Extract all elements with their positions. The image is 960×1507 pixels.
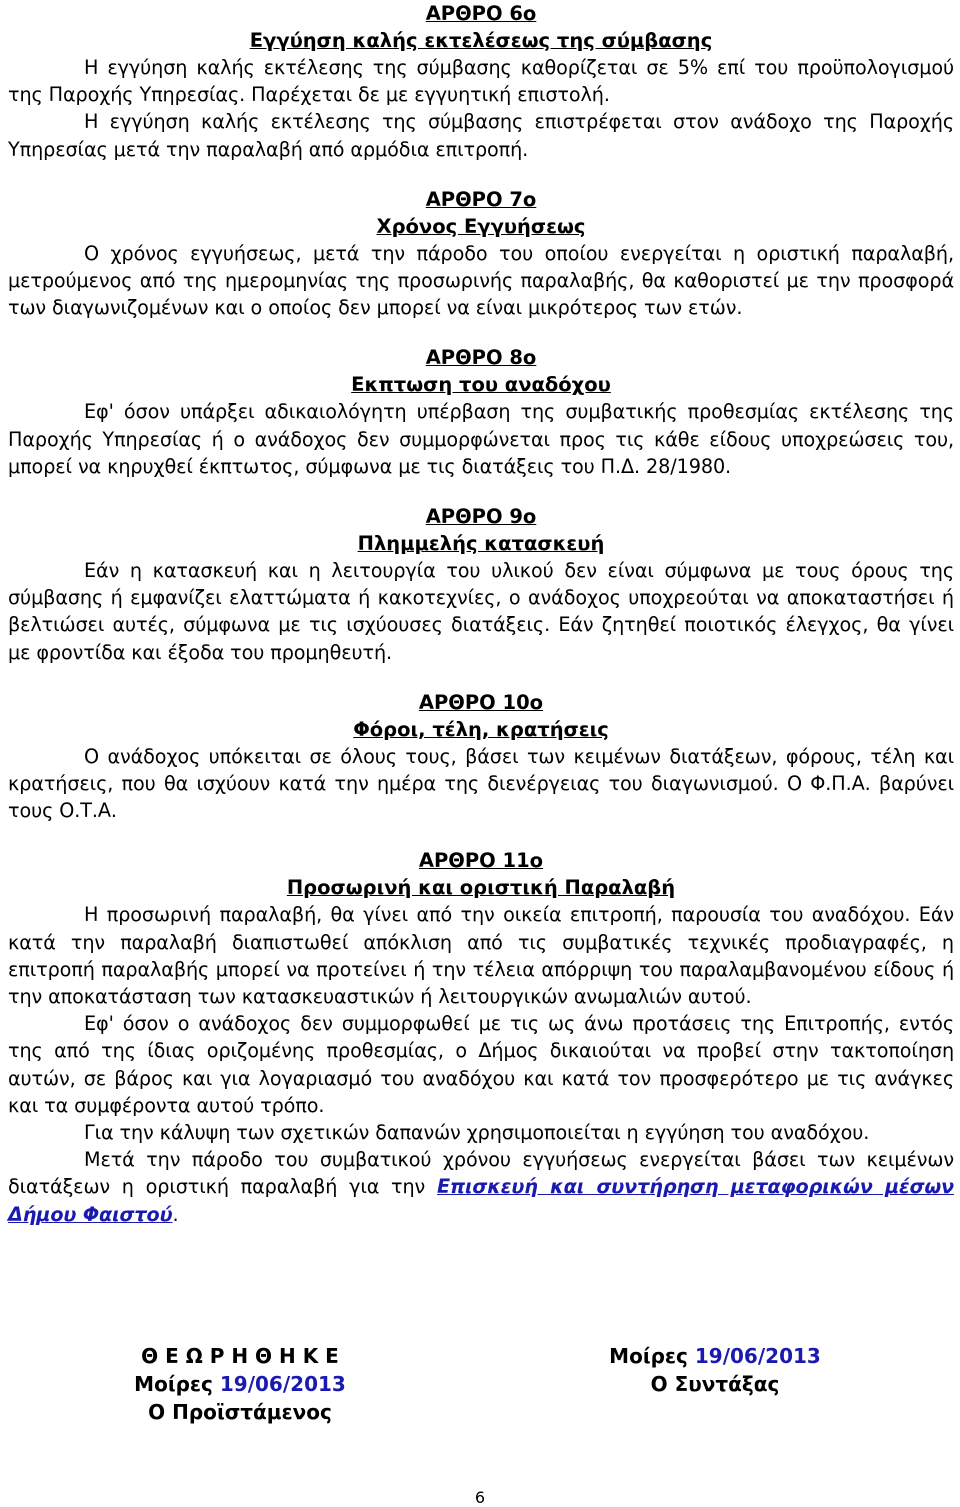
approval-label: Θ Ε Ω Ρ Η Θ Η Κ Ε xyxy=(141,1344,339,1368)
place-date xyxy=(110,1370,370,1398)
signature-right xyxy=(585,1342,845,1398)
place: Μοίρες xyxy=(134,1372,220,1396)
article-11 xyxy=(8,847,954,1227)
article-number: ΑΡΘΡΟ 11ο xyxy=(418,849,544,873)
article-paragraph: Η εγγύηση καλής εκτέλεσης της σύμβασης καθορίζεται σε 5% επί του προϋπολογισμού της Παροχής Υπηρεσίας. Παρέχεται δε με εγγυητική επιστολή. xyxy=(8,56,954,107)
document-page xyxy=(8,0,954,1228)
article-paragraph-final xyxy=(8,1146,954,1228)
article-title: Χρόνος Εγγυήσεως xyxy=(376,214,586,238)
signatory-role: Ο Προϊστάμενος xyxy=(148,1400,332,1424)
article-title: Εκπτωση του αναδόχου xyxy=(351,373,611,397)
article-paragraph: Εφ' όσον ο ανάδοχος δεν συμμορφωθεί με τις ως άνω προτάσεις της Επιτροπής, εντός της από της ίδιας οριζομένης προθεσμίας, ο Δήμος δικαιούται να προβεί στην τακτοποίηση αυτών, σε βάρος και για λογαριασμό του αναδόχου και κατά τον προσφερότερο με τις ανάγκες και τα συμφέροντα αυτού τρόπο. xyxy=(8,1012,954,1117)
final-paragraph-end: . xyxy=(172,1202,179,1226)
signatory-role: Ο Συντάξας xyxy=(650,1372,780,1396)
place-date xyxy=(585,1342,845,1370)
article-title: Εγγύηση καλής εκτελέσεως της σύμβασης xyxy=(249,29,713,52)
date: 19/06/2013 xyxy=(694,1344,821,1368)
article-title: Προσωρινή και οριστική Παραλαβή xyxy=(286,876,676,900)
article-paragraph: Εάν η κατασκευή και η λειτουργία του υλικού δεν είναι σύμφωνα με τους όρους της σύμβασης ή εμφανίζει ελαττώματα ή κακοτεχνίες, ο ανάδοχος υποχρεούται να αποκαταστήσει ή βελτιώσει αυτές, σύμφωνα με τις ισχύουσες διατάξεις. Εάν ζητηθεί ποιοτικός έλεγχος, θα γίνει με φροντίδα και έξοδα του προμηθευτή. xyxy=(8,559,954,664)
article-paragraph: Εφ' όσον υπάρξει αδικαιολόγητη υπέρβαση της συμβατικής προθεσμίας εκτέλεσης της Παροχής Υπηρεσίας ή ο ανάδοχος δεν συμμορφώνεται προς τις κάθε είδους υποχρεώσεις του, μπορεί να κηρυχθεί έκπτωτος, σύμφωνα με τις διατάξεις του Π.Δ. 28/1980. xyxy=(8,400,954,478)
article-paragraph: Για την κάλυψη των σχετικών δαπανών χρησιμοποιείται η εγγύηση του αναδόχου. xyxy=(84,1121,870,1145)
article-9 xyxy=(8,503,954,666)
article-paragraph: Η προσωρινή παραλαβή, θα γίνει από την οικεία επιτροπή, παρουσία του αναδόχου. Εάν κατά την παραλαβή διαπιστωθεί απόκλιση από τις συμβατικές τεχνικές προδιαγραφές, η επιτροπή παραλαβής μπορεί να προτείνει ή την τέλεια απόρριψη του παραλαμβανομένου είδους ή την αποκατάσταση των κατασκευαστικών ή λειτουργικών ανωμαλιών αυτού. xyxy=(8,903,954,1009)
article-number: ΑΡΘΡΟ 6ο xyxy=(425,2,537,25)
article-10 xyxy=(8,689,954,825)
signature-left xyxy=(110,1342,370,1426)
article-title: Φόροι, τέλη, κρατήσεις xyxy=(353,717,609,741)
article-number: ΑΡΘΡΟ 8ο xyxy=(425,346,537,370)
service-title-emphasis: Επισκευή και συντήρηση μεταφορικών μέσων Δήμου Φαιστού xyxy=(8,1175,955,1226)
article-paragraph: Η εγγύηση καλής εκτέλεσης της σύμβασης επιστρέφεται στον ανάδοχο της Παροχής Υπηρεσίας μετά την παραλαβή από αρμόδια επιτροπή. xyxy=(8,110,954,161)
article-number: ΑΡΘΡΟ 10ο xyxy=(418,690,544,714)
article-paragraph: Ο ανάδοχος υπόκειται σε όλους τους, βάσει των κειμένων διατάξεων, φόρους, τέλη και κρατήσεις, που θα ισχύουν κατά την ημέρα της διενέργειας του διαγωνισμού. Ο Φ.Π.Α. βαρύνει τους Ο.Τ.Α. xyxy=(8,744,954,823)
date: 19/06/2013 xyxy=(219,1372,346,1396)
article-6 xyxy=(8,0,954,163)
final-paragraph-text: Μετά την πάροδο του συμβατικού χρόνου εγγυήσεως ενεργείται βάσει των κειμένων διατάξεων η οριστική παραλαβή για την xyxy=(8,1148,954,1199)
page-number: 6 xyxy=(474,1488,486,1507)
place: Μοίρες xyxy=(609,1344,695,1368)
article-paragraph: Ο χρόνος εγγυήσεως, μετά την πάροδο του οποίου ενεργείται η οριστική παραλαβή, μετρούμενος από της ημερομηνίας της προσωρινής παραλαβής, θα καθοριστεί με την προσφορά των διαγωνιζομένων και ο οποίος δεν μπορεί να είναι μικρότερος των ετών. xyxy=(8,241,954,320)
article-8 xyxy=(8,344,954,480)
article-title: Πλημμελής κατασκευή xyxy=(357,532,605,556)
article-number: ΑΡΘΡΟ 7ο xyxy=(425,187,537,211)
article-7 xyxy=(8,186,954,322)
article-number: ΑΡΘΡΟ 9ο xyxy=(425,505,537,529)
